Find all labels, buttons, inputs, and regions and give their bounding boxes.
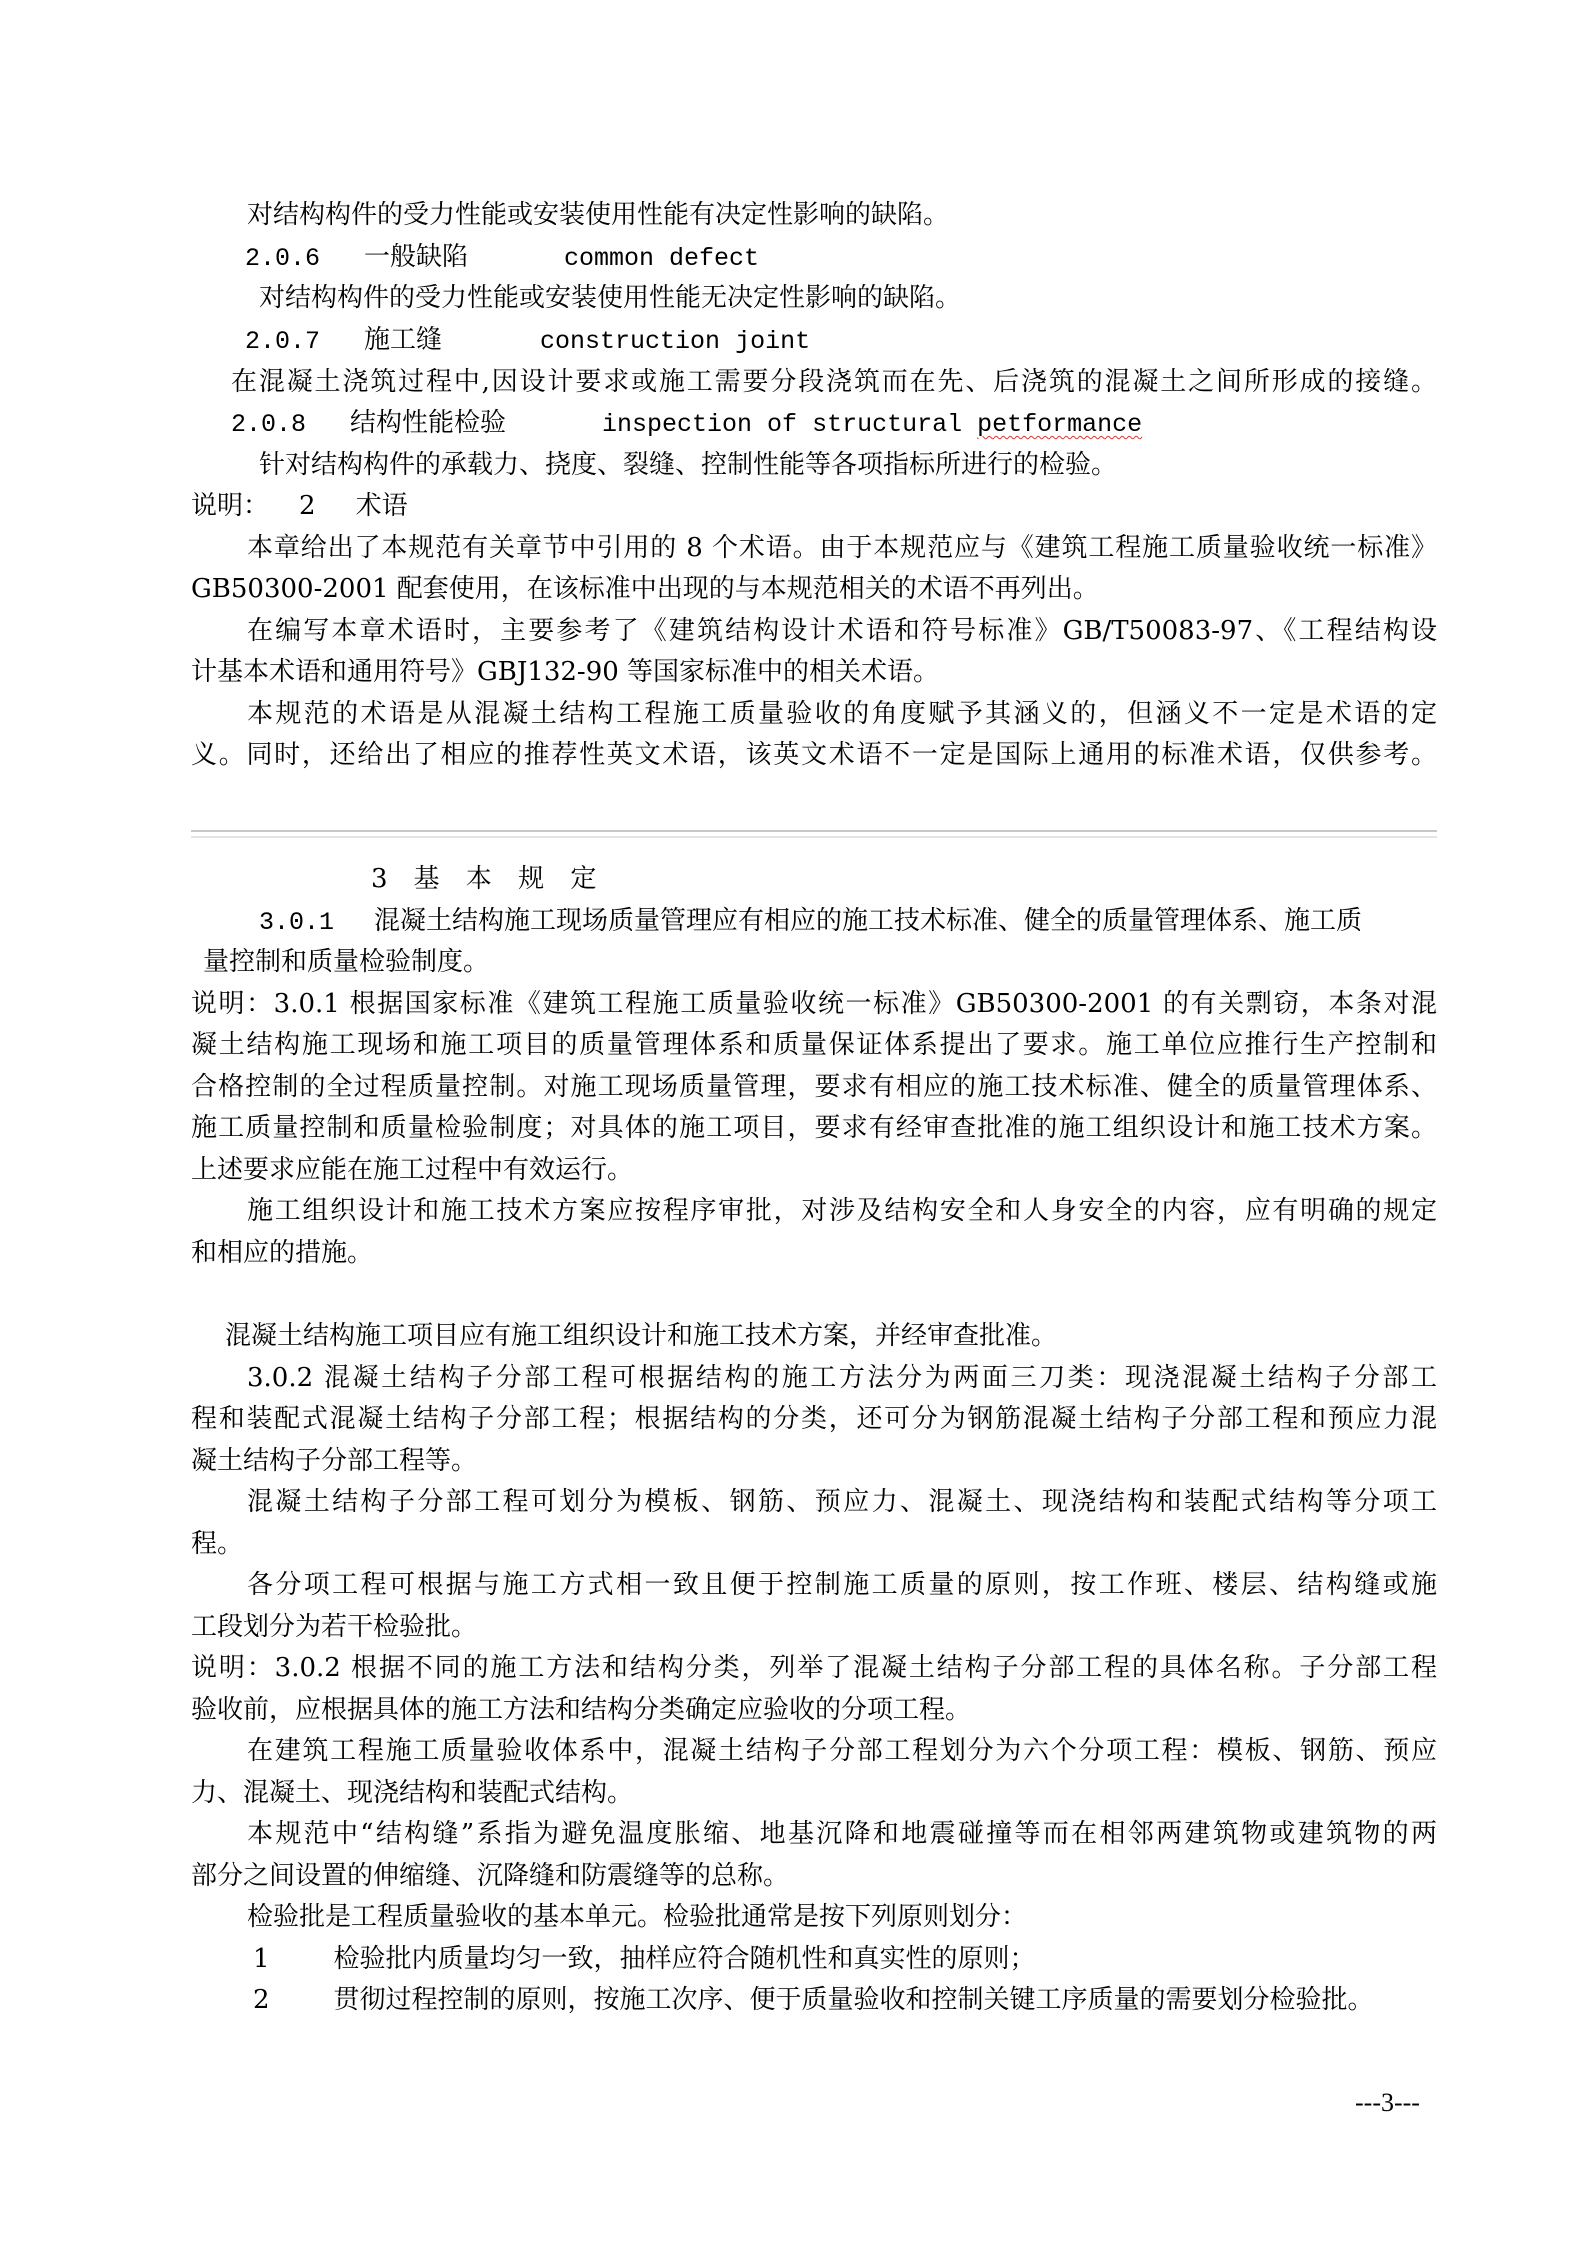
section-title: 基 本 规 定 xyxy=(413,864,599,894)
paragraph-line: 部分之间设置的伸缩缝、沉降缝和防震缝等的总称。 xyxy=(191,1861,790,1891)
list-item-number: 2 xyxy=(253,1985,270,2015)
paragraph-line: 程。 xyxy=(191,1529,244,1559)
list-item xyxy=(253,1942,1036,1976)
section-divider xyxy=(191,830,1437,838)
note-chapter-2-heading xyxy=(191,489,408,523)
paragraph-line: 本章给出了本规范有关章节中引用的 8 个术语。由于本规范应与《建筑工程施工质量验收统一标准》 xyxy=(247,533,1437,563)
paragraph-line: GB50300-2001 配套使用，在该标准中出现的与本规范相关的术语不再列出。 xyxy=(191,574,1099,604)
paragraph-line: 施工质量控制和质量检验制度；对具体的施工项目，要求有经审查批准的施工组织设计和施工技术方案。 xyxy=(191,1113,1437,1143)
term-cn: 结构性能检验 xyxy=(350,408,507,438)
term-number: 2.0.8 xyxy=(231,410,307,439)
paragraph-line: 本规范的术语是从混凝土结构工程施工质量验收的角度赋予其涵义的，但涵义不一定是术语的定 xyxy=(247,699,1437,729)
section-3-heading xyxy=(371,862,598,896)
term-en: common defect xyxy=(564,244,760,273)
paragraph-line: 验收前，应根据具体的施工方法和结构分类确定应验收的分项工程。 xyxy=(191,1695,972,1725)
paragraph-line: 力、混凝土、现浇结构和装配式结构。 xyxy=(191,1778,634,1808)
paragraph-line: 凝土结构施工现场和施工项目的质量管理体系和质量保证体系提出了要求。施工单位应推行生产控制和 xyxy=(191,1030,1437,1060)
term-en-misspelled: petformance xyxy=(977,410,1143,439)
paragraph-line: 检验批是工程质量验收的基本单元。检验批通常是按下列原则划分： xyxy=(247,1902,1028,1932)
paragraph-line: 程和装配式混凝土结构子分部工程；根据结构的分类，还可分为钢筋混凝土结构子分部工程和预应力混 xyxy=(191,1404,1437,1434)
paragraph-line: 混凝土结构施工项目应有施工组织设计和施工技术方案，并经审查批准。 xyxy=(225,1321,1058,1351)
term-en: inspection of structural xyxy=(602,410,963,439)
list-item-number: 1 xyxy=(253,1944,270,1974)
term-2-0-7 xyxy=(245,323,810,357)
page-number: ---3--- xyxy=(1355,2088,1420,2117)
defect-definition-critical: 对结构构件的受力性能或安装使用性能有决定性影响的缺陷。 xyxy=(247,200,950,230)
section-number: 3 xyxy=(371,864,390,894)
term-cn: 一般缺陷 xyxy=(364,242,469,272)
term-2-0-6-definition: 对结构构件的受力性能或安装使用性能无决定性影响的缺陷。 xyxy=(259,283,962,313)
term-en: construction joint xyxy=(540,327,811,356)
paragraph-line: 各分项工程可根据与施工方式相一致且便于控制施工质量的原则，按工作班、楼层、结构缝或施 xyxy=(247,1570,1437,1600)
term-number: 2.0.6 xyxy=(245,244,321,273)
list-item-text: 贯彻过程控制的原则，按施工次序、便于质量验收和控制关键工序质量的需要划分检验批。 xyxy=(333,1985,1374,2015)
paragraph-line: 凝土结构子分部工程等。 xyxy=(191,1446,478,1476)
paragraph-line: 本规范中“结构缝”系指为避免温度胀缩、地基沉降和地震碰撞等而在相邻两建筑物或建筑物的两 xyxy=(247,1819,1437,1849)
term-cn: 施工缝 xyxy=(364,325,443,355)
paragraph-line: 上述要求应能在施工过程中有效运行。 xyxy=(191,1155,634,1185)
paragraph-line: 和相应的措施。 xyxy=(191,1238,374,1268)
paragraph-line: 工段划分为若干检验批。 xyxy=(191,1612,478,1642)
paragraph-line: 义。同时，还给出了相应的推荐性英文术语，该英文术语不一定是国际上通用的标准术语，仅供参考。 xyxy=(191,740,1437,770)
term-number: 2.0.7 xyxy=(245,327,321,356)
paragraph-line: 在编写本章术语时，主要参考了《建筑结构设计术语和符号标准》GB/T50083-97、《工程结构设 xyxy=(247,616,1437,646)
clause-text: 混凝土结构施工现场质量管理应有相应的施工技术标准、健全的质量管理体系、施工质 xyxy=(374,906,1363,936)
term-2-0-8 xyxy=(231,406,1142,440)
clause-3-0-1 xyxy=(259,904,1362,938)
paragraph-line: 说明：3.0.2 根据不同的施工方法和结构分类，列举了混凝土结构子分部工程的具体名称。子分部工程 xyxy=(191,1653,1437,1683)
clause-3-0-2-line: 3.0.2 混凝土结构子分部工程可根据结构的施工方法分为两面三刀类：现浇混凝土结构子分部工 xyxy=(247,1363,1437,1393)
paragraph-line: 计基本术语和通用符号》GBJ132-90 等国家标准中的相关术语。 xyxy=(191,657,940,687)
paragraph-line: 在建筑工程施工质量验收体系中，混凝土结构子分部工程划分为六个分项工程：模板、钢筋、预应 xyxy=(247,1736,1437,1766)
paragraph-line: 说明：3.0.1 根据国家标准《建筑工程施工质量验收统一标准》GB50300-2001 的有关剽窃，本条对混 xyxy=(191,989,1437,1019)
paragraph-line: 施工组织设计和施工技术方案应按程序审批，对涉及结构安全和人身安全的内容，应有明确的规定 xyxy=(247,1196,1437,1226)
term-2-0-6 xyxy=(245,240,759,274)
paragraph-line: 合格控制的全过程质量控制。对施工现场质量管理，要求有相应的施工技术标准、健全的质量管理体系、 xyxy=(191,1072,1437,1102)
chapter-title: 术语 xyxy=(355,491,408,521)
list-item-text: 检验批内质量均匀一致，抽样应符合随机性和真实性的原则； xyxy=(333,1944,1036,1974)
list-item xyxy=(253,1983,1374,2017)
paragraph-line: 量控制和质量检验制度。 xyxy=(203,947,490,977)
paragraph-line: 混凝土结构子分部工程可划分为模板、钢筋、预应力、混凝土、现浇结构和装配式结构等分项工 xyxy=(247,1487,1437,1517)
note-label: 说明： xyxy=(191,491,270,521)
clause-number: 3.0.1 xyxy=(259,908,335,937)
chapter-number: 2 xyxy=(299,491,316,521)
term-2-0-8-definition: 针对结构构件的承载力、挠度、裂缝、控制性能等各项指标所进行的检验。 xyxy=(259,450,1118,480)
term-2-0-7-definition: 在混凝土浇筑过程中,因设计要求或施工需要分段浇筑而在先、后浇筑的混凝土之间所形成的接缝。 xyxy=(231,367,1437,397)
